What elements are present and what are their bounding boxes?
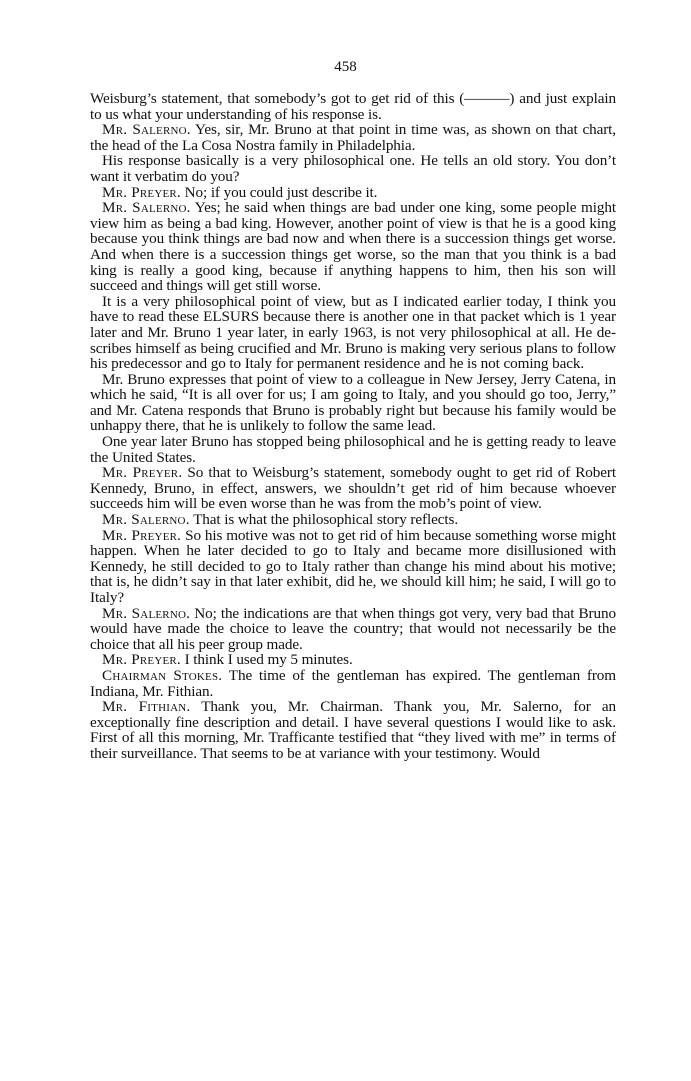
- paragraph-12: [90, 606, 616, 653]
- speaker-label: Mr. Salerno.: [102, 604, 191, 622]
- paragraph-text: No; the indications are that when things got very, very bad that Bruno would have made the choice to leave the country; that would not necessarily be the choice that all his peer group made.: [90, 604, 616, 653]
- paragraph-10: [90, 512, 616, 528]
- speaker-label: Mr. Preyer.: [102, 526, 182, 544]
- speaker-label: Mr. Salerno.: [102, 511, 190, 529]
- speaker-label: Mr. Preyer.: [102, 651, 181, 669]
- paragraph-5: [90, 200, 616, 294]
- paragraph-text: His response basically is a very philosophical one. He tells an old story. You don’t want it verbatim do you?: [90, 152, 616, 185]
- transcript-body: [90, 91, 616, 762]
- paragraph-text: The time of the gentleman has expired. The gentleman from Indiana, Mr. Fithian.: [90, 666, 616, 700]
- speaker-label: Mr. Preyer.: [102, 183, 181, 201]
- paragraph-8: [90, 434, 616, 465]
- paragraph-text: So his motive was not to get rid of him because something worse might happen. When he later decided to go to Italy and became more disillusioned with Kennedy, he still decided to go to Italy rather than change his mind about his motive; that is, he didn’t say in that later exhibit, did he, we should kill him; he said, I will go to Italy?: [90, 526, 617, 606]
- paragraph-text: Weisburg’s statement, that somebody’s got to get rid of this (———) and just explain to us what your understanding of his response is.: [90, 90, 616, 123]
- paragraph-9: [90, 465, 616, 512]
- paragraph-text: One year later Bruno has stopped being philosophical and he is getting ready to leave the United States.: [90, 433, 616, 466]
- paragraph-text: So that to Weisburg’s statement, somebody ought to get rid of Robert Kennedy, Bruno, in effect, answers, we shouldn’t get rid of him because whoever succeeds him will be even worse than he was from the mob’s point of view.: [90, 464, 616, 513]
- paragraph-text: I think I used my 5 minutes.: [180, 651, 353, 669]
- paragraph-14: [90, 668, 616, 699]
- paragraph-text: It is a very philosophical point of view, but as I indicated earlier today, I think you have to read these ELSURS because there is another one in that packet which is 1 year later and Mr. Bruno 1 year later, in early 1963, is not very philosophical at all. He describes himself as being crucified and Mr. Bruno is making very serious plans to follow his predecessor and go to Italy for permanent residence and he is not coming back.: [90, 292, 616, 373]
- speaker-label: Mr. Salerno.: [102, 121, 191, 139]
- paragraph-7: [90, 372, 616, 434]
- paragraph-4: [90, 185, 616, 201]
- paragraph-6: [90, 294, 616, 372]
- speaker-label: Chairman Stokes.: [102, 666, 223, 684]
- paragraph-15: [90, 699, 616, 761]
- paragraph-text: Yes, sir, Mr. Bruno at that point in time was, as shown on that chart, the head of the La Cosa Nostra family in Philadelphia.: [90, 121, 616, 154]
- paragraph-text: Yes; he said when things are bad under one king, some people might view him as being a bad king. However, another point of view is that he is a good king because you think things are bad now and when there is a succession things get worse. And when there is a succession things get worse, so the man that you think is a bad king is really a good king, because if anything happens to him, then his son will succeed and things will get still worse.: [90, 199, 616, 295]
- speaker-label: Mr. Fithian.: [102, 698, 191, 716]
- paragraph-2: [90, 122, 616, 153]
- paragraph-1: [90, 91, 616, 122]
- paragraph-text: That is what the philosophical story reflects.: [189, 511, 459, 529]
- paragraph-13: [90, 652, 616, 668]
- speaker-label: Mr. Salerno.: [102, 199, 191, 217]
- paragraph-11: [90, 528, 616, 606]
- paragraph-text: Mr. Bruno expresses that point of view to a colleague in New Jersey, Jerry Catena, in which he said, “It is all over for us; I am going to Italy, and you should go too, Jerry,” and Mr. Catena responds that Bruno is probably right but because his family would be unhappy there, that he is unlikely to follow the same lead.: [90, 370, 616, 435]
- paragraph-3: [90, 153, 616, 184]
- page-number: 458: [334, 59, 357, 75]
- paragraph-text: Thank you, Mr. Chairman. Thank you, Mr. Salerno, for an exceptionally fine description and detail. I have several questions I would like to ask. First of all this morning, Mr. Trafficante testified that “they lived with me” in terms of their surveillance. That seems to be at variance with your testimony. Would: [90, 698, 616, 762]
- paragraph-text: No; if you could just describe it.: [180, 183, 378, 201]
- speaker-label: Mr. Preyer.: [102, 464, 183, 482]
